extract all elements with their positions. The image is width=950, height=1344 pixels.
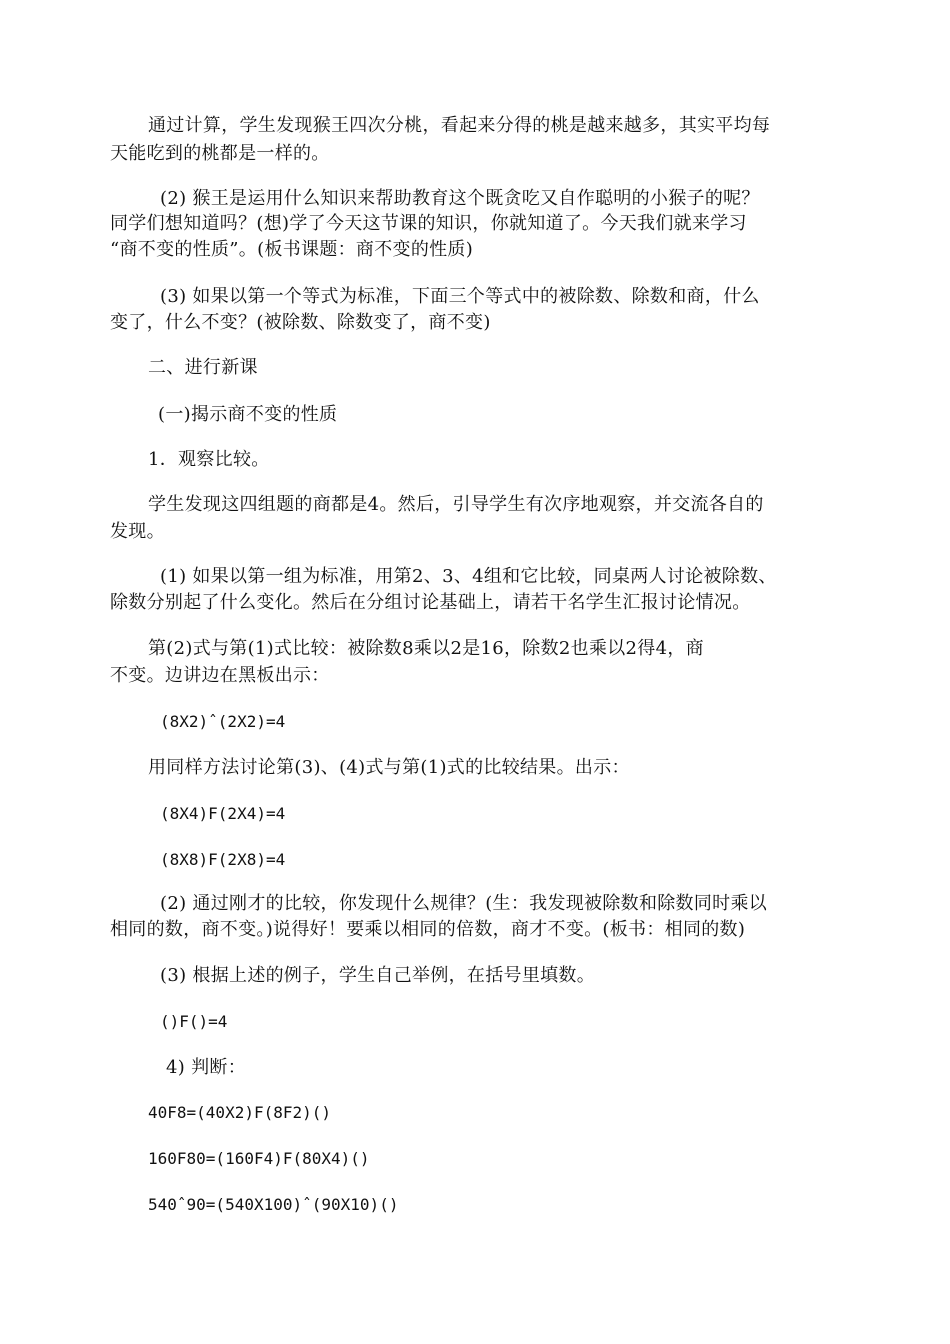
subsection-heading-1-1: 1．观察比较。 — [148, 449, 270, 470]
paragraph-p5-line1: (1) 如果以第一组为标准，用第2、3、4组和它比较，同桌两人讨论被除数、 — [160, 566, 777, 587]
paragraph-p2-line1: (2) 猴王是运用什么知识来帮助教育这个既贪吃又自作聪明的小猴子的呢？ — [160, 188, 760, 209]
paragraph-p2-line3: “商不变的性质”。(板书课题：商不变的性质) — [110, 239, 474, 260]
judgement-3: 540ˆ90=(540X100)ˆ(90X10)() — [148, 1195, 399, 1214]
paragraph-p2-line2: 同学们想知道吗？(想)学了今天这节课的知识，你就知道了。今天我们就来学习 — [110, 213, 747, 234]
paragraph-p7: 用同样方法讨论第(3)、(4)式与第(1)式的比较结果。出示： — [148, 757, 630, 778]
equation-2: (8X4)F(2X4)=4 — [160, 804, 286, 823]
paragraph-p6-line1: 第(2)式与第(1)式比较：被除数8乘以2是16，除数2也乘以2得4，商 — [148, 638, 704, 659]
paragraph-p4-line1: 学生发现这四组题的商都是4。然后，引导学生有次序地观察，并交流各自的 — [148, 494, 764, 515]
paragraph-p8-line1: (2) 通过刚才的比较，你发现什么规律？(生：我发现被除数和除数同时乘以 — [160, 893, 768, 914]
judgement-2: 160F80=(160F4)F(80X4)() — [148, 1149, 370, 1168]
section-heading-2: 二、进行新课 — [148, 357, 258, 378]
equation-1: (8X2)ˆ(2X2)=4 — [160, 712, 286, 731]
paragraph-p6-line2: 不变。边讲边在黑板出示： — [110, 665, 330, 686]
paragraph-p9: (3) 根据上述的例子，学生自己举例，在括号里填数。 — [160, 965, 596, 986]
judgement-1: 40F8=(40X2)F(8F2)() — [148, 1103, 332, 1122]
paragraph-p4-line2: 发现。 — [110, 521, 165, 542]
paragraph-p10: 4) 判断： — [166, 1057, 246, 1078]
paragraph-p1-line2: 天能吃到的桃都是一样的。 — [110, 143, 330, 164]
paragraph-p3-line2: 变了，什么不变？(被除数、除数变了，商不变) — [110, 312, 491, 333]
subsection-heading-1: (一)揭示商不变的性质 — [158, 404, 338, 425]
paragraph-p1-line1: 通过计算，学生发现猴王四次分桃，看起来分得的桃是越来越多，其实平均每 — [148, 115, 771, 136]
paragraph-p8-line2: 相同的数，商不变。)说得好！要乘以相同的倍数，商才不变。(板书：相同的数) — [110, 919, 746, 940]
equation-4: ()F()=4 — [160, 1012, 228, 1031]
equation-3: (8X8)F(2X8)=4 — [160, 850, 286, 869]
paragraph-p5-line2: 除数分别起了什么变化。然后在分组讨论基础上，请若干名学生汇报讨论情况。 — [110, 592, 751, 613]
paragraph-p3-line1: (3) 如果以第一个等式为标准，下面三个等式中的被除数、除数和商，什么 — [160, 286, 760, 307]
